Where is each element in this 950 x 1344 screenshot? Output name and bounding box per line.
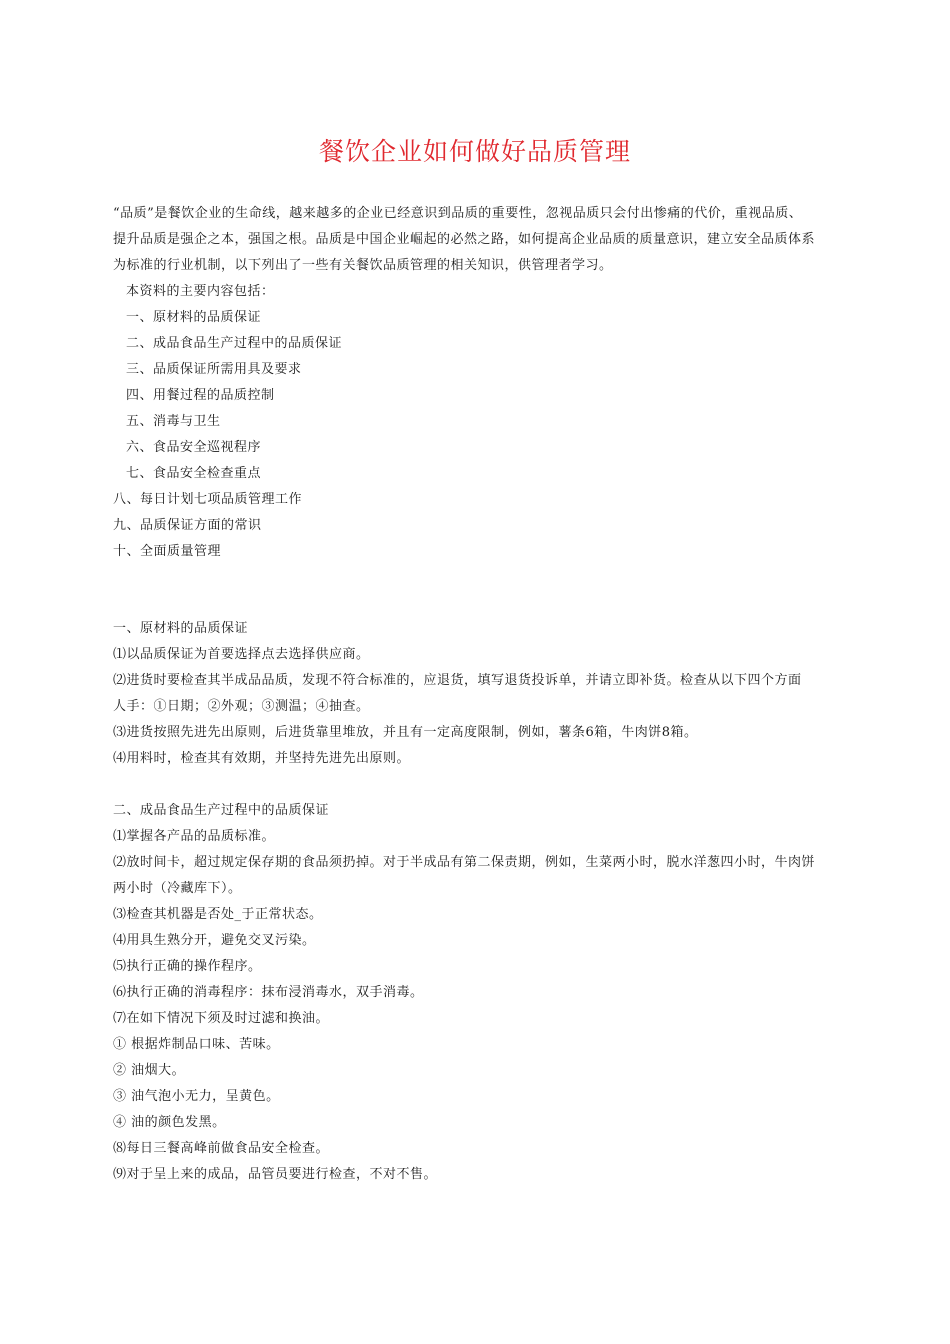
section-line: 人手：①日期；②外观；③测温；④抽查。 xyxy=(113,699,370,714)
contents-item: 二、成品食品生产过程中的品质保证 xyxy=(126,336,343,351)
contents-item: 四、用餐过程的品质控制 xyxy=(126,388,275,403)
intro-line: 提升品质是强企之本，强国之根。品质是中国企业崛起的必然之路，如何提高企业品质的质量意识，建立安全品质体系 xyxy=(113,232,816,247)
contents-item: 七、食品安全检查重点 xyxy=(126,466,262,481)
section-line: ⑵进货时要检查其半成品品质，发现不符合标准的，应退货，填写退货投诉单，并请立即补货。检查从以下四个方面 xyxy=(113,673,802,688)
section-line: ④ 油的颜色发黑。 xyxy=(113,1115,226,1130)
section-heading: 一、原材料的品质保证 xyxy=(113,621,249,636)
contents-heading: 本资料的主要内容包括： xyxy=(126,284,275,299)
section-line: ⑷用具生熟分开，避免交叉污染。 xyxy=(113,933,316,948)
section-line: ① 根据炸制品口味、苦味。 xyxy=(113,1037,280,1052)
intro-line: 为标准的行业机制，以下列出了一些有关餐饮品质管理的相关知识，供管理者学习。 xyxy=(113,258,613,273)
contents-item: 三、品质保证所需用具及要求 xyxy=(126,362,302,377)
section-raw-materials xyxy=(113,616,839,772)
section-heading: 二、成品食品生产过程中的品质保证 xyxy=(113,803,330,818)
section-line: ⑴以品质保证为首要选择点去选择供应商。 xyxy=(113,647,370,662)
section-line: ② 油烟大。 xyxy=(113,1063,186,1078)
section-line: ⑼对于呈上来的成品，品管员要进行检查，不对不售。 xyxy=(113,1167,438,1182)
section-line: ⑹执行正确的消毒程序：抹布浸消毒水，双手消毒。 xyxy=(113,985,424,1000)
section-line: ⑷用料时，检查其有效期，并坚持先进先出原则。 xyxy=(113,751,411,766)
section-line: ⑶检查其机器是否处_于正常状态。 xyxy=(113,907,323,922)
section-line: ⑴掌握各产品的品质标准。 xyxy=(113,829,276,844)
contents-item: 八、每日计划七项品质管理工作 xyxy=(113,492,303,507)
contents-item: 一、原材料的品质保证 xyxy=(126,310,262,325)
section-line: ③ 油气泡小无力，呈黄色。 xyxy=(113,1089,280,1104)
section-line: 两小时（冷藏库下）。 xyxy=(113,881,242,896)
document-title: 餐饮企业如何做好品质管理 xyxy=(318,137,631,166)
contents-item: 五、消毒与卫生 xyxy=(126,414,221,429)
section-line: ⑺在如下情况下须及时过滤和换油。 xyxy=(113,1011,330,1026)
intro-line: “品质”是餐饮企业的生命线，越来越多的企业已经意识到品质的重要性，忽视品质只会付出惨痛的代价，重视品质、 xyxy=(113,206,803,221)
section-line: ⑵放时间卡，超过规定保存期的食品须扔掉。对于半成品有第二保责期，例如，生菜两小时，脱水洋葱四小时，牛肉饼 xyxy=(113,855,816,870)
section-line: ⑻每日三餐高峰前做食品安全检查。 xyxy=(113,1141,330,1156)
section-production xyxy=(113,798,839,1188)
section-line: ⑶进货按照先进先出原则，后进货靠里堆放，并且有一定高度限制，例如，薯条6箱，牛肉饼8箱。 xyxy=(113,725,698,740)
contents-item: 六、食品安全巡视程序 xyxy=(126,440,262,455)
contents-item: 十、全面质量管理 xyxy=(113,544,222,559)
contents-item: 九、品质保证方面的常识 xyxy=(113,518,262,533)
section-line: ⑸执行正确的操作程序。 xyxy=(113,959,262,974)
intro-block xyxy=(113,201,839,565)
